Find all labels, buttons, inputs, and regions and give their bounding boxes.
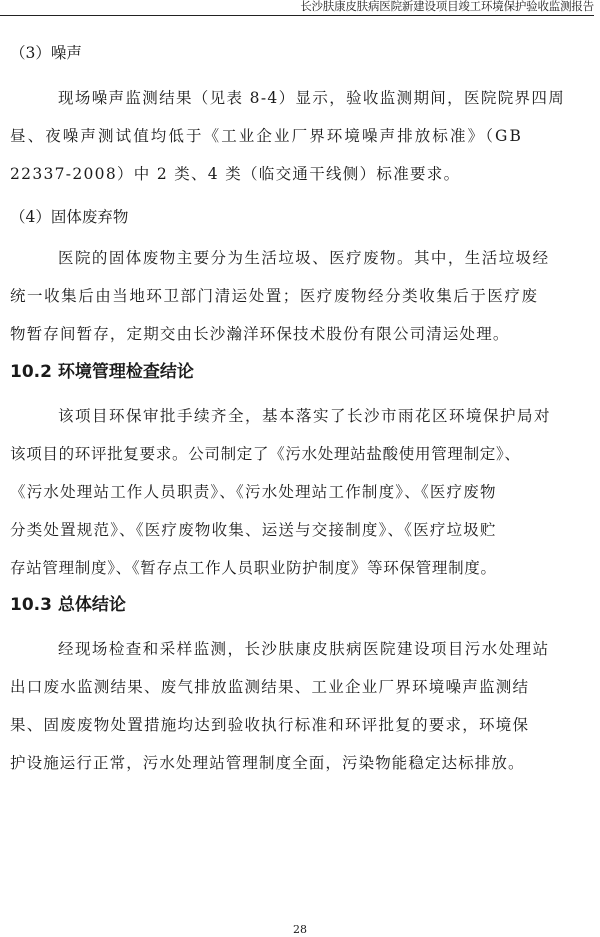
section-heading-10-3: 10.3 总体结论 xyxy=(10,595,126,615)
solid-waste-paragraph-line-2: 统一收集后由当地环卫部门清运处置；医疗废物经分类收集后于医疗废 xyxy=(10,287,539,305)
section-heading-10-2: 10.2 环境管理检查结论 xyxy=(10,362,194,382)
solid-waste-paragraph-line-1: 医院的固体废物主要分为生活垃圾、医疗废物。其中，生活垃圾经 xyxy=(58,249,550,267)
env-management-paragraph-line-5: 存站管理制度》、《暂存点工作人员职业防护制度》等环保管理制度。 xyxy=(10,559,497,577)
solid-waste-paragraph-line-3: 物暂存间暂存，定期交由长沙瀚洋环保技术股份有限公司清运处理。 xyxy=(10,325,510,343)
env-management-paragraph-line-1: 该项目环保审批手续齐全，基本落实了长沙市雨花区环境保护局对 xyxy=(58,407,552,425)
overall-paragraph-line-1: 经现场检查和采样监测，长沙肤康皮肤病医院建设项目污水处理站 xyxy=(58,640,550,658)
page-number: 28 xyxy=(293,923,307,936)
env-management-paragraph-line-4: 分类处置规范》、《医疗废物收集、运送与交接制度》、《医疗垃圾贮 xyxy=(10,521,497,539)
env-management-paragraph-line-3: 《污水处理站工作人员职责》、《污水处理站工作制度》、《医疗废物 xyxy=(10,483,497,501)
overall-paragraph-line-2: 出口废水监测结果、废气排放监测结果、工业企业厂界环境噪声监测结 xyxy=(10,678,530,696)
solid-waste-section-title: （4）固体废弃物 xyxy=(10,208,129,226)
env-management-paragraph-line-2: 该项目的环评批复要求。公司制定了《污水处理站盐酸使用管理制定》、 xyxy=(10,445,521,463)
report-header xyxy=(0,0,594,16)
noise-paragraph-line-1: 现场噪声监测结果（见表 8-4）显示，验收监测期间，医院院界四周 xyxy=(58,89,566,107)
report-header-title: 长沙肤康皮肤病医院新建设项目竣工环境保护验收监测报告 xyxy=(300,0,594,13)
noise-section-title: （3）噪声 xyxy=(10,44,82,62)
noise-paragraph-line-3: 22337-2008）中 2 类、4 类（临交通干线侧）标准要求。 xyxy=(10,165,461,183)
overall-paragraph-line-4: 护设施运行正常，污水处理站管理制度全面，污染物能稳定达标排放。 xyxy=(10,754,525,772)
overall-paragraph-line-3: 果、固废废物处置措施均达到验收执行标准和环评批复的要求，环境保 xyxy=(10,716,530,734)
noise-paragraph-line-2: 昼、夜噪声测试值均低于《工业企业厂界环境噪声排放标准》（GB xyxy=(10,127,524,145)
